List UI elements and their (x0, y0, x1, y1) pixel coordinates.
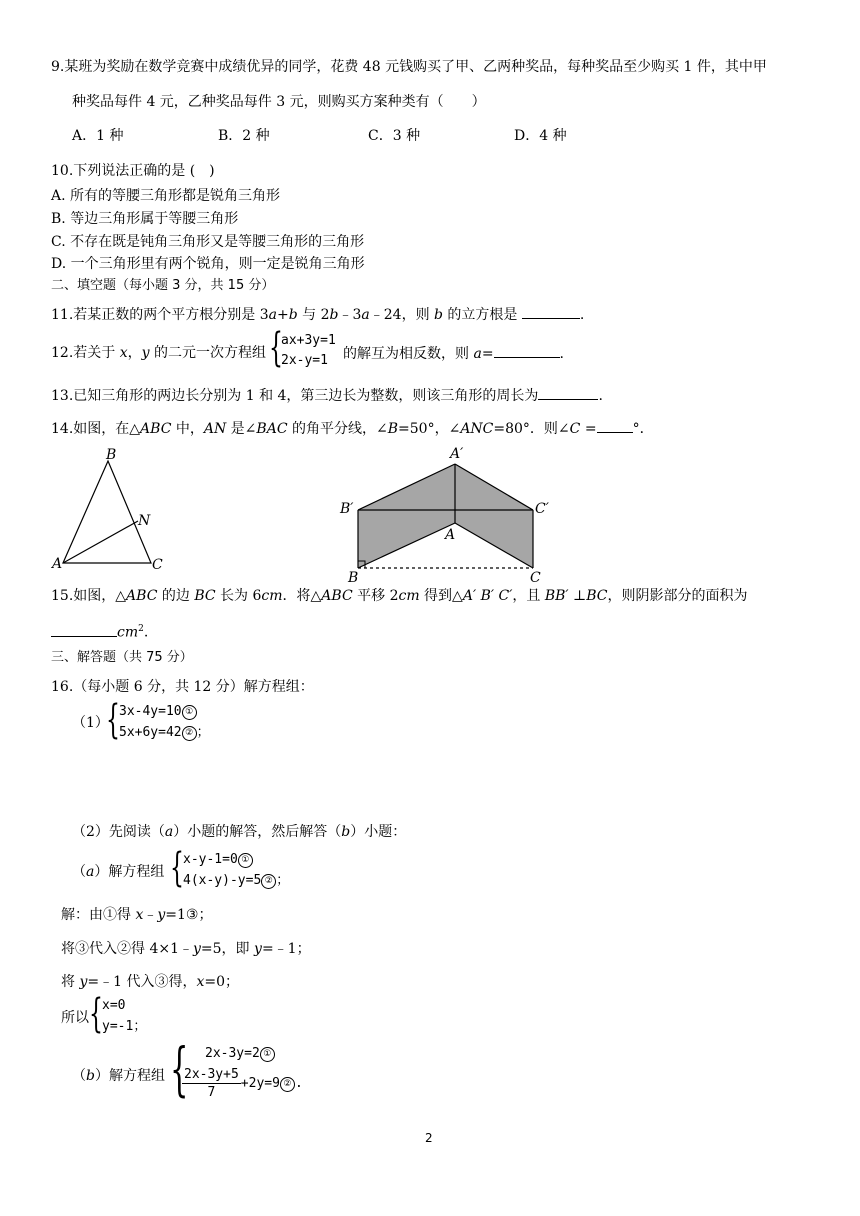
q16-pb-label: （b）解方程组 (72, 1068, 165, 1084)
q16-sol4-label: 所以 (61, 1010, 89, 1026)
label-a-prime: A′ (450, 446, 464, 462)
q16-sol4-brace: { (89, 991, 103, 1037)
q15-line2: $cm^2$. (51, 619, 148, 643)
q16-stem: 16.（每小题 6 分，共 12 分）解方程组： (51, 679, 314, 695)
q12-eq2: 2x-y=1 (281, 353, 328, 368)
figure-translation (338, 440, 558, 588)
q9-option-a: A．1 种 (72, 128, 124, 144)
label-c2: C (530, 570, 541, 586)
q12-brace: { (269, 325, 283, 371)
q14: 14.如图，在△ABC 中，AN 是∠BAC 的角平分线，∠B=50°，∠ANC=80°．则∠C = °． (51, 418, 654, 439)
q15-answer-blank[interactable] (51, 622, 117, 637)
q16-pb-eq1: 2x-3y=2 ① (205, 1045, 275, 1062)
q16-p1-eq2: 5x+6y=42 ② ； (119, 725, 210, 740)
q11: 11.若某正数的两个平方根分别是 3a+b 与 2b﹣3a﹣24，则 b 的立方根是 . (51, 304, 584, 325)
q16-sol-line2: 将③代入②得 4×1﹣y=5，即 y=﹣1； (61, 941, 311, 957)
q9-option-d: D．4 种 (514, 128, 567, 144)
q16-sol-line3: 将 y=﹣1 代入③得，x=0； (61, 974, 240, 990)
q10-option-d: D. 一个三角形里有两个锐角，则一定是锐角三角形 (51, 256, 365, 272)
q12-text-a: 12.若关于 x，y 的二元一次方程组 (51, 345, 266, 361)
label-b: B (106, 447, 117, 463)
figure-triangle-abc (48, 445, 178, 575)
label-b2: B (348, 570, 359, 586)
q14-answer-blank[interactable] (597, 418, 633, 433)
q16-p1-label: （1） (72, 715, 109, 731)
q13-answer-blank[interactable] (538, 385, 598, 400)
q16-sol4-eq2: y=-1； (102, 1019, 147, 1034)
q16-pa-eq2: 4(x-y)-y=5 ② ； (183, 873, 290, 888)
q12-text-b: 的解互为相反数，则 a= . (343, 343, 564, 364)
label-b-prime: B′ (340, 501, 354, 517)
q16-p1-eq1: 3x-4y=10 ① (119, 703, 197, 720)
q10-option-c: C. 不存在既是钝角三角形又是等腰三角形的三角形 (51, 234, 365, 250)
q16-pb-eq2: $\frac{2x-3y+5}{7}$ +2y=9 ② . (184, 1067, 303, 1100)
q12-eq1: ax+3y=1 (281, 333, 336, 348)
q10-option-a: A. 所有的等腰三角形都是锐角三角形 (51, 188, 281, 204)
q16-sol-line1: 解：由①得 x﹣y=1③； (61, 907, 213, 923)
q16-p2-intro: （2）先阅读（a）小题的解答，然后解答（b）小题： (72, 824, 407, 840)
q12-answer-blank[interactable] (494, 343, 560, 358)
q9-option-b: B．2 种 (218, 128, 270, 144)
label-n: N (138, 513, 151, 529)
q16-sol4-eq1: x=0 (102, 998, 126, 1013)
q13: 13.已知三角形的两边长分别为 1 和 4，第三边长为整数，则该三角形的周长为 . (51, 385, 603, 406)
label-c-prime: C′ (535, 501, 549, 517)
q11-answer-blank[interactable] (522, 304, 580, 319)
q16-pa-label: （a）解方程组 (72, 864, 165, 880)
label-c: C (152, 557, 163, 573)
q16-pb-brace: { (170, 1035, 189, 1103)
label-a2: A (445, 527, 456, 543)
page-number: 2 (425, 1131, 433, 1145)
q9-line2: 种奖品每件 4 元，乙种奖品每件 3 元，则购买方案种类有（ ） (72, 94, 486, 110)
q16-pa-eq1: x-y-1=0 ① (183, 851, 253, 868)
q9-line1: 9.某班为奖励在数学竞赛中成绩优异的同学，花费 48 元钱购买了甲、乙两种奖品，每种奖品至少购买 1 件，其中甲 (51, 59, 767, 75)
q16-p1-brace: { (106, 697, 120, 743)
q10-option-b: B. 等边三角形属于等腰三角形 (51, 211, 239, 227)
section-3-heading: 三、解答题（共 75 分） (51, 650, 193, 665)
section-2-heading: 二、填空题（每小题 3 分，共 15 分） (51, 278, 275, 293)
q15-line1: 15.如图，△ABC 的边 BC 长为 6cm．将△ABC 平移 2cm 得到△A′ B′ C′，且 BB′ ⊥BC，则阴影部分的面积为 (51, 588, 748, 604)
q16-pa-brace: { (170, 845, 184, 891)
q9-option-c: C．3 种 (368, 128, 421, 144)
label-a: A (52, 556, 63, 572)
q10-stem: 10.下列说法正确的是 ( ) (51, 163, 215, 179)
